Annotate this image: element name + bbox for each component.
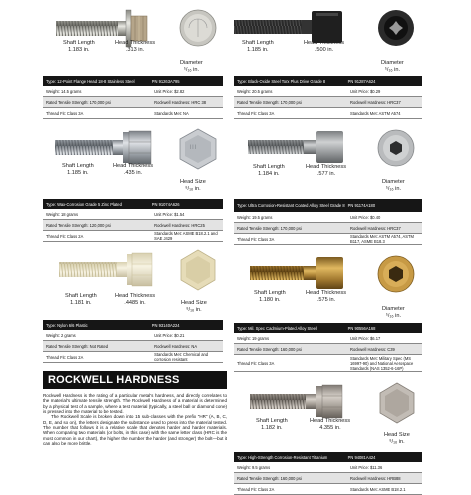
shaft-length-label: Shaft Length 1.184 in. (253, 164, 285, 177)
spec-row: Weight: 18 grams Unit Price: $1.54 (43, 209, 223, 220)
bolt-panel-ultra-corrosion (234, 126, 422, 246)
spec-table (234, 323, 422, 372)
bolt-panel-black-torx (234, 6, 422, 116)
head-thickness-label: Head Thickness .4485 in. (115, 293, 156, 306)
spec-header: Type: High-Strength Corrosion-Resistant Titanium PN 94081A424 (234, 452, 422, 462)
head-thickness-label: Head Thickness .500 in. (304, 40, 345, 53)
spec-header: Type: Ultra Corrosion-Resistant Coated Alloy Steel Grade 8 PN 91174A180 (234, 199, 422, 212)
spec-row: Rated Tensile Strength: 160,000 psi Rockwell Hardness: C39 (234, 344, 422, 355)
rockwell-paragraph-2: The Rockwell Scale is broken down into 15 sub-classes with the prefix "HR" (A, B, C, D, E, and so on), the letters designate the substance used to press into the material tested. The number that follows it is a relative scale that denotes harder and harder materials. When comparing two materials (or bolts, in this case) with the same letter class (HRC is the most common in our chart), the higher the number the harder (and stronger) the bolt—but it can also be more brittle. (43, 414, 227, 447)
svg-text:| | |: | | | (190, 144, 197, 149)
spec-row: Rated Tensile Strength: 160,000 psi Rockwell Hardness: HRB88 (234, 473, 422, 484)
bolt-panel-cadmium (234, 252, 422, 378)
bolt-panel-nylon (43, 244, 223, 360)
spec-row: Thread Fit: Class 2A Standards Met: Chemical and corrosion resistant (43, 352, 223, 363)
spec-row: Thread Fit: Class 3A Standards Met: ASTM A574 (234, 108, 422, 119)
shaft-length-label: Shaft Length 1.181 in. (65, 293, 97, 306)
spec-header: Type: Wax-Corrosion Grade 5 Zinc Plated PN 91074A626 (43, 199, 223, 209)
rockwell-paragraph-1: Rockwell Hardness is the rating of a particular metal's hardness, and directly correlates to the material's ultimate tensile strength. The Rockwell Hardness of a material is determined by a physical test of a sample, where a test material (typically, a steel ball or diamond cone) is pressed into the material to be tested. (43, 393, 227, 415)
spec-row: Thread Fit: Class 3A Standards Met: Military Spec (MS 16997-90) and National Aerospace Standards (NAS 1352-6-16P) (234, 355, 422, 372)
spec-row: Rated Tensile Strength: 170,000 psi Rockwell Hardness: HRC 38 (43, 97, 223, 108)
spec-row: Weight: 2 grams Unit Price: $0.21 (43, 330, 223, 341)
rockwell-heading: ROCKWELL HARDNESS (43, 371, 227, 389)
spec-table (234, 76, 422, 119)
rockwell-body (43, 393, 227, 446)
shaft-length-label: Shaft Length 1.185 in. (242, 40, 274, 53)
shaft-length-label: Shaft Length 1.183 in. (63, 40, 95, 53)
spec-header: Type: Mil. Spec Cadmium-Plated Alloy Steel PN 90556A168 (234, 323, 422, 333)
head-thickness-label: Head Thickness 4.355 in. (310, 418, 351, 431)
spec-table (43, 320, 223, 363)
shaft-length-label: Shaft Length 1.185 in. (62, 163, 94, 176)
diameter-label: Diameter ⁵/₁₆ in. (381, 60, 404, 73)
spec-table (234, 452, 422, 495)
spec-row: Weight: 14.5 grams Unit Price: $2.82 (43, 86, 223, 97)
spec-row: Thread Fit: Class 3A Standards Met: NA (43, 108, 223, 119)
spec-row: Rated Tensile Strength: 120,000 psi Rockwell Hardness: HRC25 (43, 220, 223, 231)
head-thickness-label: Head Thickness .577 in. (306, 164, 347, 177)
spec-table (43, 199, 223, 242)
spec-row: Thread Fit: Class 2A Standards Met: ASME B18.2.1 (234, 484, 422, 495)
head-thickness-label: Head Thickness .435 in. (113, 163, 154, 176)
spec-table (43, 76, 223, 119)
spec-row: Weight: 19 grams Unit Price: $6.17 (234, 333, 422, 344)
spec-header: Type: Nylon 6/6 Plastic PN 93140A224 (43, 320, 223, 330)
head-thickness-label: Head Thickness .313 in. (115, 40, 156, 53)
shaft-length-label: Shaft Length 1.182 in. (256, 418, 288, 431)
spec-row: Weight: 19.5 grams Unit Price: $0.40 (234, 212, 422, 223)
head-thickness-label: Head Thickness .575 in. (306, 290, 347, 303)
head-size-label: Head Size ⁹/₁₆ in. (181, 300, 207, 313)
bolt-panel-flange-stainless (43, 6, 223, 116)
spec-row: Rated Tensile Strength: 170,000 psi Rockwell Hardness: HRC37 (234, 223, 422, 234)
diameter-label: Diameter ⁵/₁₆ in. (382, 306, 405, 319)
spec-header: Type: Black-Oxide Steel Torx Plus Drive Grade 8 PN 91287A624 (234, 76, 422, 86)
spec-row: Weight: 20.5 grams Unit Price: $0.29 (234, 86, 422, 97)
spec-row: Rated Tensile Strength: Not Rated Rockwell Hardness: NA (43, 341, 223, 352)
head-size-label: Head Size ⁹/₁₆ in. (180, 179, 206, 192)
spec-row: Weight: 9.5 grams Unit Price: $11.36 (234, 462, 422, 473)
head-size-label: Head Size ⁹/₁₆ in. (384, 432, 410, 445)
spec-row: Rated Tensile Strength: 170,000 psi Rockwell Hardness: HRC37 (234, 97, 422, 108)
spec-header: Type: 12-Point Flange Head 18-8 Stainless Steel PN 91263A795 (43, 76, 223, 86)
spec-row: Thread Fit: Class 3A Standards Met: ASTM A574, ASTM B117, ASME B18.3 (234, 234, 422, 245)
bolt-panel-titanium (234, 380, 422, 492)
diameter-label: Diameter ⁵/₁₆ in. (180, 60, 203, 73)
bolt-panel-hex-zinc (43, 126, 223, 241)
shaft-length-label: Shaft Length 1.180 in. (254, 290, 286, 303)
spec-row: Thread Fit: Class 2A Standards Met: ASME B18.2.1 and SAE J429 (43, 231, 223, 242)
diameter-label: Diameter ⁵/₁₆ in. (382, 179, 405, 192)
spec-table (234, 199, 422, 245)
